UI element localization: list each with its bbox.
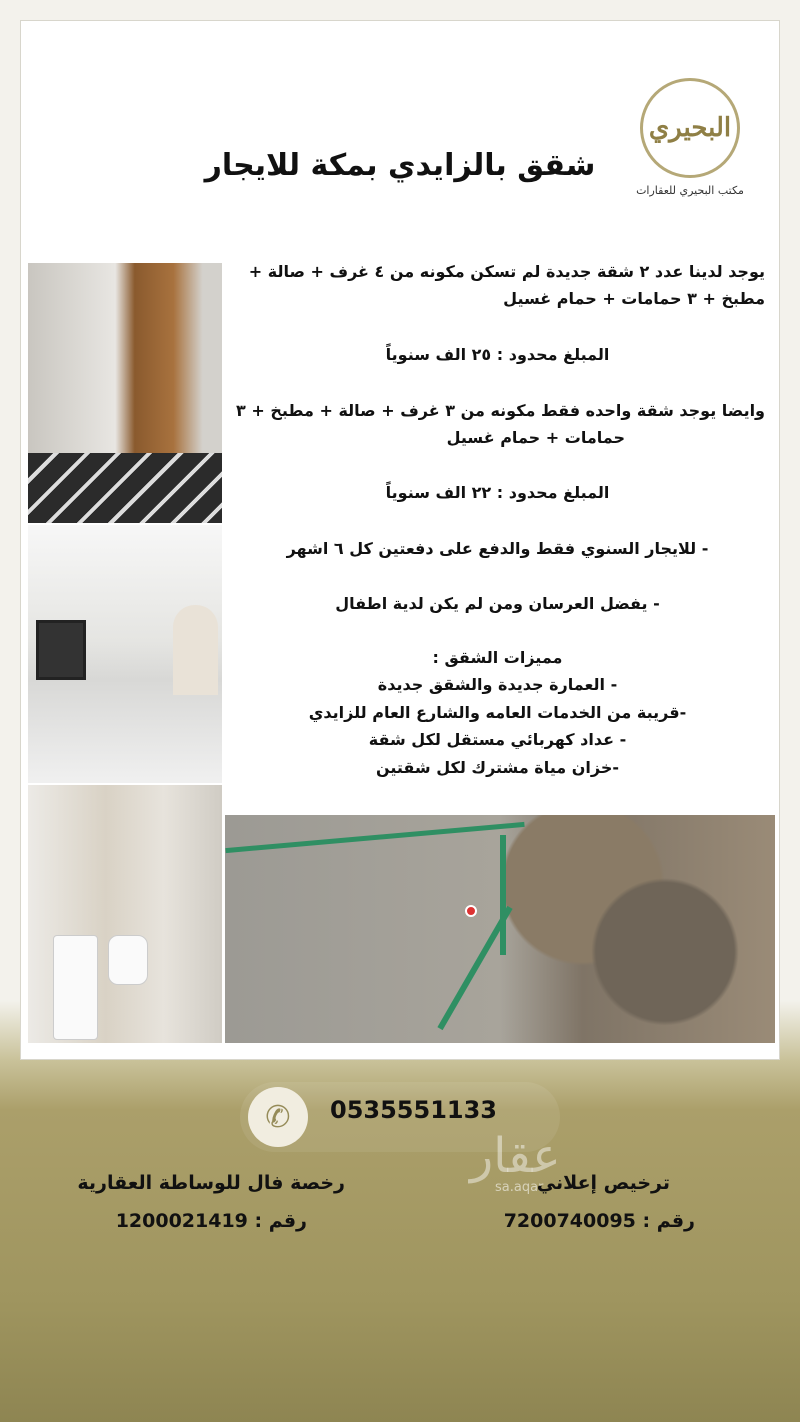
desc-line: مطبخ + ٣ حمامات + حمام غسيل	[503, 289, 765, 308]
company-logo: البحيري	[640, 78, 740, 178]
tenant-preference: - يفضل العرسان ومن لم يكن لدية اطفال	[335, 594, 660, 613]
feature-item: -خزان مياة مشترك لكل شقتين	[375, 758, 620, 777]
desc-line: حمامات + حمام غسيل	[446, 428, 625, 447]
phone-number[interactable]: 0535551133	[330, 1096, 497, 1124]
logo-caption: مكتب البحيري للعقارات	[636, 184, 744, 197]
watermark-logo: عقار	[470, 1128, 561, 1184]
features-title: مميزات الشقق :	[432, 648, 563, 667]
page-title: شقق بالزايدي بمكة للايجار	[204, 148, 596, 183]
map-pin-icon	[465, 905, 477, 917]
payment-terms: - للايجار السنوي فقط والدفع على دفعتين كل ٦ اشهر	[286, 539, 709, 558]
feature-item: - عداد كهربائي مستقل لكل شقة	[368, 730, 627, 749]
location-map[interactable]	[225, 815, 775, 1043]
watermark-domain: sa.aqar	[495, 1180, 544, 1195]
fal-license-title: رخصة فال للوساطة العقارية	[77, 1172, 345, 1194]
price-2: المبلغ محدود : ٢٢ الف سنوياً	[385, 483, 610, 502]
fal-license-number: رقم : 1200021419	[115, 1210, 307, 1232]
phone-icon[interactable]: ✆	[248, 1087, 308, 1147]
feature-item: - العمارة جديدة والشقق جديدة	[377, 675, 618, 694]
desc-line: وايضا يوجد شقة واحده فقط مكونه من ٣ غرف + صالة + مطبخ + ٣	[236, 401, 765, 420]
ad-license-number: رقم : 7200740095	[503, 1210, 695, 1232]
photo-bathroom[interactable]	[28, 785, 222, 1043]
desc-line: يوجد لدينا عدد ٢ شقة جديدة لم تسكن مكونه من ٤ غرف + صالة +	[248, 262, 765, 281]
price-1: المبلغ محدود : ٢٥ الف سنوياً	[385, 345, 610, 364]
ad-license-title: ترخيص إعلاني	[536, 1172, 670, 1194]
photo-living-room[interactable]	[28, 525, 222, 783]
feature-item: -قريبة من الخدمات العامه والشارع العام للزايدي	[308, 703, 687, 722]
photo-entrance[interactable]	[28, 263, 222, 523]
